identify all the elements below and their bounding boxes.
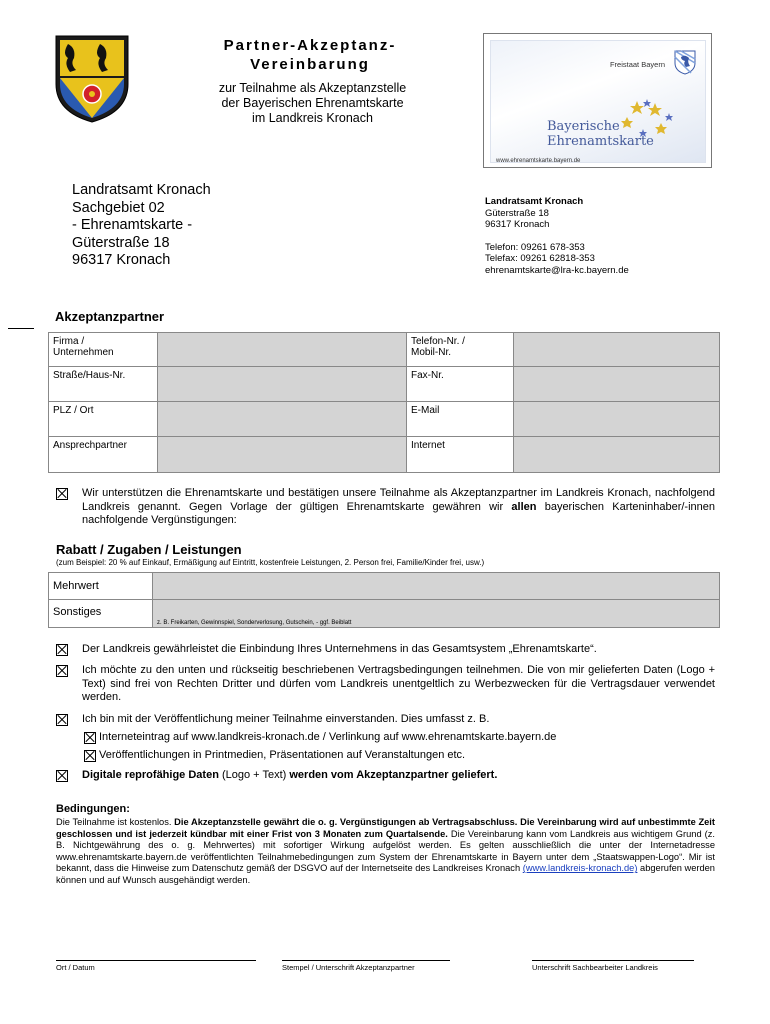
zip-city-field[interactable] bbox=[158, 402, 407, 437]
title-line-2: Vereinbarung bbox=[250, 56, 370, 73]
sender-email: ehrenamtskarte@lra-kc.bayern.de bbox=[485, 264, 629, 276]
address-line: Sachgebiet 02 bbox=[72, 199, 165, 216]
subtitle-line: der Bayerischen Ehrenamtskarte bbox=[221, 96, 404, 110]
rabatt-heading: Rabatt / Zugaben / Leistungen bbox=[56, 542, 242, 557]
internet-field[interactable] bbox=[514, 437, 720, 473]
checkbox-internet[interactable] bbox=[84, 732, 96, 744]
conditions-part: abgerufen werden können und auf Wunsch ausgehändigt werden. bbox=[56, 863, 715, 885]
fax-field[interactable] bbox=[514, 367, 720, 402]
rabatt-example: (zum Beispiel: 20 % auf Einkauf, Ermäßigung auf Eintritt, kostenfreie Leistungen, 2. Person frei, Familie/Kinder frei, usw.) bbox=[56, 558, 485, 567]
conditions-bold: Die Akzeptanzstelle gewährt die o. g. Vergünstigungen ab Vertragsabschluss. Die Vereinbarung wird auf unbestimmte Zeit geschlossen und ist jederzeit kündbar mit einer Frist von 3 Monaten zum Quartalsende. bbox=[56, 817, 715, 839]
wordmark-line: Bayerische bbox=[547, 119, 620, 134]
statement-text: Wir unterstützen die Ehrenamtskarte und bestätigen unsere Teilnahme als Akzeptanzpartner im Landkreis Kronach, nachfolgend Landkreis genannt. Gegen Vorlage der gültigen Ehrenamtskarte gewähren wir bbox=[82, 487, 715, 513]
contact-person-field[interactable] bbox=[158, 437, 407, 473]
label-text: Mobil-Nr. bbox=[411, 347, 452, 358]
form-label bbox=[49, 367, 158, 402]
signature-line-partner bbox=[282, 960, 450, 961]
fold-mark bbox=[8, 328, 34, 329]
label-text: E-Mail bbox=[411, 405, 440, 416]
sender-name: Landratsamt Kronach bbox=[485, 196, 584, 207]
partner-heading: Akzeptanzpartner bbox=[55, 309, 165, 324]
check-text-publication: Ich bin mit der Veröffentlichung meiner Teilnahme einverstanden. Dies umfasst z. B. bbox=[82, 713, 490, 725]
freistaat-label: Freistaat Bayern bbox=[609, 60, 665, 69]
conditions-text bbox=[56, 817, 715, 887]
conditions-heading: Bedingungen: bbox=[56, 803, 130, 815]
partner-form-table bbox=[48, 332, 720, 473]
company-field[interactable] bbox=[158, 333, 407, 367]
label-text: PLZ / Ort bbox=[53, 405, 94, 416]
label-text: Ansprechpartner bbox=[53, 440, 127, 451]
statement-text: bayerischen Karteninhaber/-innen nachfolgende Vergünstigungen: bbox=[82, 500, 715, 526]
signature-line-date bbox=[56, 960, 256, 961]
sender-street: Güterstraße 18 bbox=[485, 207, 549, 219]
table-row bbox=[49, 573, 720, 600]
ehrenamtskarte-wordmark bbox=[547, 119, 654, 149]
ehrenamtskarte-logo bbox=[483, 33, 712, 168]
checkbox-terms[interactable] bbox=[56, 665, 68, 677]
form-label bbox=[49, 333, 158, 367]
sender-info bbox=[485, 196, 629, 276]
table-row bbox=[49, 600, 720, 628]
form-label bbox=[407, 437, 514, 473]
check-bold: Digitale reprofähige Daten bbox=[82, 769, 219, 781]
check-text-integration: Der Landkreis gewährleistet die Einbindung Ihres Unternehmens in das Gesamtsystem „Ehrenamtskarte“. bbox=[82, 643, 597, 655]
checkbox-integration[interactable] bbox=[56, 644, 68, 656]
table-row bbox=[49, 367, 720, 402]
sonstiges-hint: z. B. Freikarten, Gewinnspiel, Sonderverlosung, Gutschein, - ggf. Beiblatt bbox=[157, 620, 352, 626]
document-subtitle bbox=[180, 81, 445, 126]
signature-label-partner: Stempel / Unterschrift Akzeptanzpartner bbox=[282, 963, 415, 972]
checkbox-publication[interactable] bbox=[56, 714, 68, 726]
address-line: - Ehrenamtskarte - bbox=[72, 217, 193, 233]
check-text-print: Veröffentlichungen in Printmedien, Präsentationen auf Veranstaltungen etc. bbox=[99, 749, 466, 761]
wordmark-line: Ehrenamtskarte bbox=[547, 134, 654, 149]
statement-bold: allen bbox=[511, 500, 537, 513]
label-text: Unternehmen bbox=[53, 347, 114, 358]
form-label bbox=[407, 367, 514, 402]
sender-fax: Telefax: 09261 62818-353 bbox=[485, 253, 595, 264]
checkbox-digital-data[interactable] bbox=[56, 770, 68, 782]
check-bold: werden vom Akzeptanzpartner geliefert. bbox=[289, 769, 498, 781]
address-line: Güterstraße 18 bbox=[72, 234, 170, 251]
recipient-address bbox=[72, 182, 211, 270]
title-line-1: Partner-Akzeptanz- bbox=[223, 37, 397, 54]
form-label bbox=[49, 402, 158, 437]
form-label bbox=[407, 402, 514, 437]
mehrwert-field[interactable] bbox=[153, 573, 720, 600]
check-text-terms: Ich möchte zu den unten und rückseitig beschriebenen Vertragsbedingungen teilnehmen. Die von mir gelieferten Daten (Logo + Text) sind frei von Rechten Dritter und dürfen vom Landkreis unentgeltlich zu Werbezwecken für die Vertragsdauer verwendet werden. bbox=[82, 664, 715, 703]
support-checkbox[interactable] bbox=[56, 488, 68, 500]
subtitle-line: im Landkreis Kronach bbox=[252, 111, 373, 125]
signature-label-clerk: Unterschrift Sachbearbeiter Landkreis bbox=[532, 963, 658, 972]
sonstiges-field[interactable] bbox=[153, 600, 720, 628]
form-label: Mehrwert bbox=[49, 573, 153, 600]
address-line: Landratsamt Kronach bbox=[72, 182, 211, 198]
signature-label-date: Ort / Datum bbox=[56, 963, 95, 972]
label-text: Straße/Haus-Nr. bbox=[53, 370, 126, 381]
support-statement bbox=[82, 487, 715, 528]
conditions-link[interactable]: (www.landkreis-kronach.de) bbox=[522, 863, 638, 874]
document-title bbox=[190, 36, 430, 74]
county-crest-logo bbox=[54, 34, 130, 124]
signature-line-clerk bbox=[532, 960, 694, 961]
conditions-part: Die Teilnahme ist kostenlos. bbox=[56, 817, 172, 827]
rabatt-table bbox=[48, 572, 720, 628]
label-text: Fax-Nr. bbox=[411, 370, 444, 381]
street-field[interactable] bbox=[158, 367, 407, 402]
sender-city: 96317 Kronach bbox=[485, 219, 550, 230]
label-text: Internet bbox=[411, 440, 445, 451]
phone-field[interactable] bbox=[514, 333, 720, 367]
check-text-digital-data bbox=[82, 769, 715, 783]
label-text: Firma / bbox=[53, 336, 85, 347]
table-row bbox=[49, 437, 720, 473]
subtitle-line: zur Teilnahme als Akzeptanzstelle bbox=[218, 81, 407, 95]
form-label bbox=[407, 333, 514, 367]
bavarian-lion-icon bbox=[673, 49, 697, 75]
form-label: Sonstiges bbox=[49, 600, 153, 628]
check-normal: (Logo + Text) bbox=[221, 769, 287, 781]
conditions-part: Die Vereinbarung kann vom Landkreis aus wichtigem Grund (z. B. Nichtgewährung des o. g. Mehrwertes) mit sofortiger Wirkung aufgelöst werden. Es gelten ausschließlich die unter der Internetadresse www.ehrenamtskarte.bayern.de veröffentlichten Teilnahmebedingungen zum System der Ehrenamtskarte in Bayern unter dem „Staatswappen-Logo“. Mir ist bekannt, dass die Hinweise zum Datenschutz gemäß der DSGVO auf der Internetseite des Landkreises Kronach bbox=[56, 828, 715, 874]
check-text-internet: Interneteintrag auf www.landkreis-kronach.de / Verlinkung auf www.ehrenamtskarte.bayern.de bbox=[99, 731, 557, 743]
address-line: 96317 Kronach bbox=[72, 252, 171, 268]
sender-phone: Telefon: 09261 678-353 bbox=[485, 241, 585, 253]
logo-url: www.ehrenamtskarte.bayern.de bbox=[496, 158, 581, 164]
table-row bbox=[49, 402, 720, 437]
checkbox-print[interactable] bbox=[84, 750, 96, 762]
form-label bbox=[49, 437, 158, 473]
email-field[interactable] bbox=[514, 402, 720, 437]
label-text: Telefon-Nr. / bbox=[411, 336, 465, 347]
table-row bbox=[49, 333, 720, 367]
